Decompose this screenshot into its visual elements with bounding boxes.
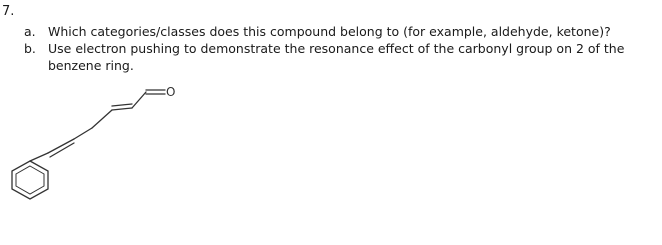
double-bond-2b	[112, 104, 132, 106]
double-bond-2a	[112, 108, 132, 110]
single-bond-3	[132, 92, 146, 108]
benzene-inner-circle	[16, 166, 44, 194]
single-bond-2	[92, 110, 112, 128]
part-a-text: Which categories/classes does this compound belong to (for example, aldehyde, ketone)?	[48, 24, 611, 39]
part-b-text: Use electron pushing to demonstrate the resonance effect of the carbonyl group on 2 of the benzene ring.	[48, 41, 625, 73]
oxygen-label: O	[166, 85, 176, 99]
chemical-structure	[0, 70, 200, 210]
single-bond-1	[74, 128, 92, 139]
part-a-marker: a.	[24, 24, 36, 39]
question-number: 7.	[2, 4, 15, 19]
benzene-ring	[12, 161, 48, 199]
bond-ring-to-chain	[30, 153, 48, 161]
part-b-marker: b.	[24, 41, 36, 56]
